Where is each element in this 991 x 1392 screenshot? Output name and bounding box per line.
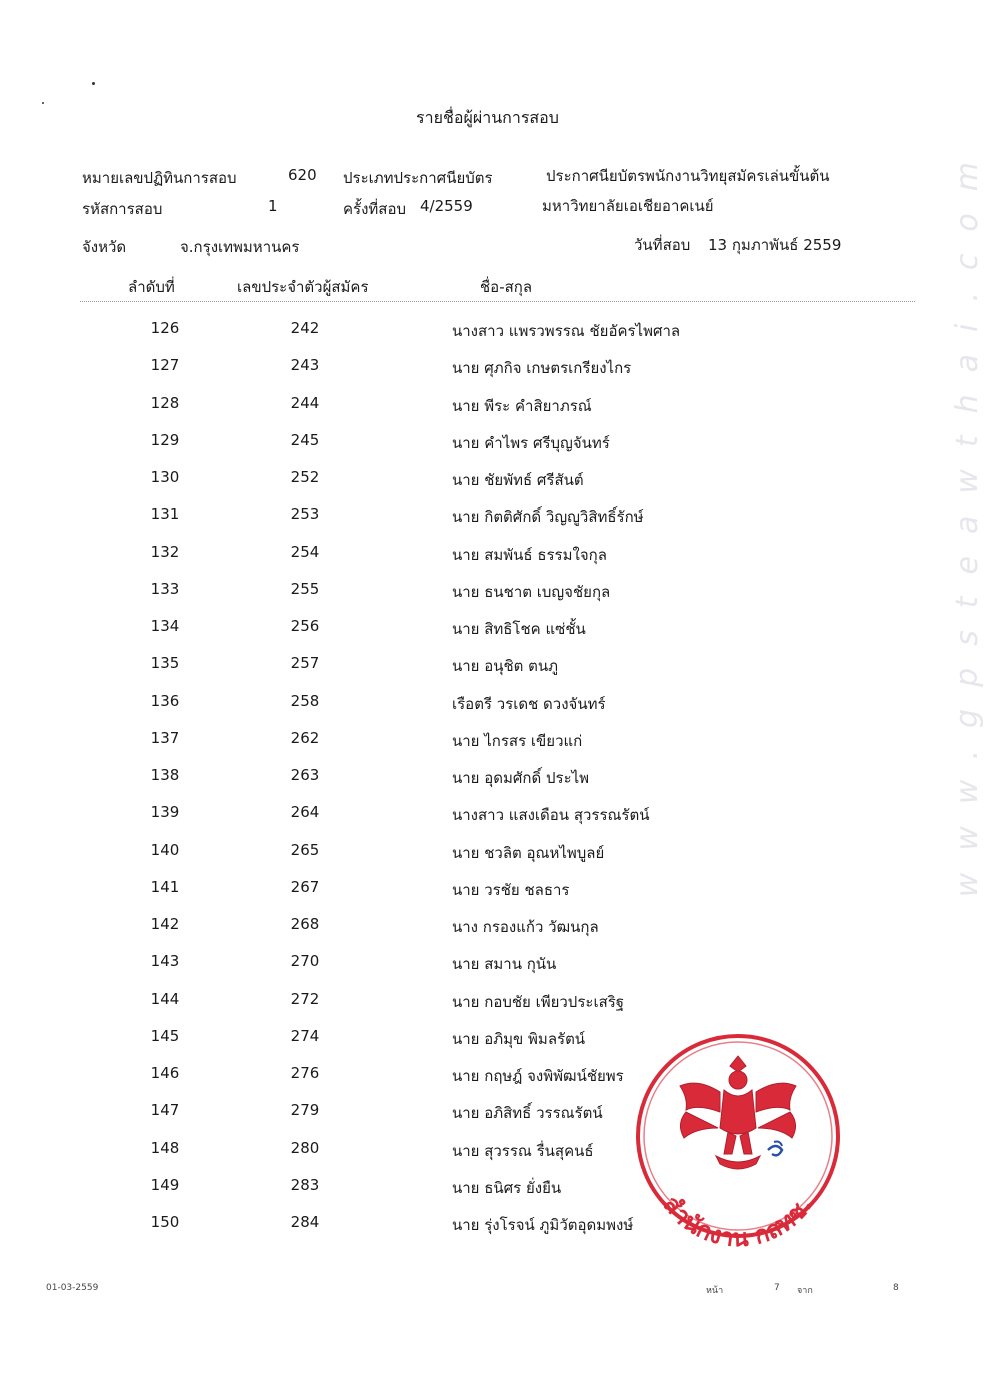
row-seq-number: 128: [150, 393, 180, 412]
row-full-name: นาย กฤษฎ์ จงพิพัฒน์ชัยพร: [452, 1067, 624, 1085]
row-full-name: นาย สมพันธ์ ธรรมใจกุล: [452, 545, 607, 564]
row-seq-number: 133: [150, 579, 180, 598]
row-applicant-id: 279: [290, 1101, 320, 1120]
row-applicant-id: 258: [290, 691, 320, 710]
row-seq-number: 129: [150, 430, 180, 449]
table-row: [0, 543, 991, 580]
row-full-name: นาย พีระ คำสิยาภรณ์: [452, 396, 592, 415]
watermark-text: www.gpsteawthai.com: [950, 140, 985, 898]
row-full-name: นาย ศุภกิจ เกษตรเกรียงไกร: [452, 359, 632, 378]
table-row: [0, 803, 991, 840]
row-applicant-id: 270: [290, 952, 320, 971]
row-seq-number: 132: [150, 542, 180, 561]
table-row: [0, 468, 991, 505]
row-seq-number: 150: [150, 1213, 180, 1231]
row-applicant-id: 265: [290, 840, 320, 859]
row-full-name: นาย อภิมุข พิมลรัตน์: [452, 1029, 586, 1048]
row-applicant-id: 272: [290, 989, 320, 1008]
row-applicant-id: 255: [290, 579, 320, 598]
row-full-name: นาย กอบชัย เพียวประเสริฐ: [452, 992, 625, 1011]
cert-name-line1: ประกาศนียบัตรพนักงานวิทยุสมัครเล่นขั้นต้น: [546, 167, 830, 185]
row-seq-number: 144: [150, 989, 180, 1008]
row-applicant-id: 254: [290, 542, 320, 561]
row-applicant-id: 267: [290, 877, 320, 896]
row-applicant-id: 284: [290, 1213, 320, 1231]
row-seq-number: 143: [150, 952, 180, 971]
session-label: ครั้งที่สอบ: [343, 200, 406, 218]
table-row: [0, 729, 991, 766]
svg-text:สำนักงาน กสทช.: [658, 1190, 819, 1252]
row-seq-number: 140: [150, 840, 180, 859]
row-applicant-id: 243: [290, 356, 320, 375]
row-full-name: นาย สมาน กุนัน: [452, 955, 557, 974]
row-full-name: นาย ธนชาต เบญจชัยกุล: [452, 582, 611, 601]
row-seq-number: 142: [150, 915, 180, 933]
row-full-name: นาย ไกรสร เขียวแก่: [452, 731, 583, 750]
row-seq-number: 127: [150, 356, 180, 375]
row-applicant-id: 244: [290, 393, 320, 412]
row-full-name: นาย วรชัย ชลธาร: [452, 880, 570, 899]
footer-date: 01-03-2559: [46, 1283, 99, 1293]
row-full-name: นาย ธนิศร ยั่งยืน: [452, 1178, 562, 1197]
table-row: [0, 617, 991, 654]
scan-speck: [92, 82, 95, 85]
row-applicant-id: 280: [290, 1138, 320, 1157]
row-applicant-id: 257: [290, 654, 320, 673]
nbtc-seal-stamp: [628, 1028, 848, 1258]
exam-date-label: วันที่สอบ: [634, 236, 691, 254]
table-row: [0, 841, 991, 878]
footer-page-total: 8: [893, 1283, 899, 1293]
row-full-name: นางสาว แสงเดือน สุวรรณรัตน์: [452, 806, 650, 825]
row-full-name: นาย คำไพร ศรีบุญจันทร์: [452, 433, 610, 452]
row-seq-number: 131: [150, 505, 180, 524]
row-full-name: นาย สิทธิโชค แซ่ชั้น: [452, 620, 586, 638]
row-full-name: เรือตรี วรเดช ดวงจันทร์: [452, 694, 606, 713]
footer-page-number: 7: [774, 1283, 780, 1293]
session-value: 4/2559: [420, 197, 473, 215]
table-row: [0, 505, 991, 542]
table-row: [0, 319, 991, 356]
seal-text: สำนักงาน กสทช.: [657, 1190, 819, 1253]
row-applicant-id: 283: [290, 1175, 320, 1194]
row-full-name: นาย อภิสิทธิ์ วรรณรัตน์: [452, 1104, 603, 1123]
row-applicant-id: 276: [290, 1064, 320, 1082]
row-seq-number: 126: [150, 319, 180, 337]
row-seq-number: 145: [150, 1026, 180, 1045]
cert-type-label: ประเภทประกาศนียบัตร: [343, 169, 493, 187]
row-full-name: นาง กรองแก้ว วัฒนกุล: [452, 918, 599, 936]
row-full-name: นาย กิตติศักดิ์ วิญญูวิสิทธิ์รักษ์: [452, 508, 644, 527]
table-row: [0, 692, 991, 729]
table-row: [0, 990, 991, 1027]
row-seq-number: 137: [150, 728, 180, 747]
row-seq-number: 138: [150, 766, 180, 784]
row-full-name: นาย อุดมศักดิ์ ประไพ: [452, 769, 590, 787]
row-seq-number: 130: [150, 468, 180, 486]
province-label: จังหวัด: [82, 238, 127, 256]
table-row: [0, 878, 991, 915]
row-applicant-id: 252: [290, 468, 320, 486]
row-applicant-id: 256: [290, 617, 320, 635]
table-row: [0, 356, 991, 393]
row-full-name: นางสาว แพรวพรรณ ชัยอัครไพศาล: [452, 322, 681, 340]
row-seq-number: 146: [150, 1064, 180, 1082]
table-row: [0, 915, 991, 952]
table-row: [0, 952, 991, 989]
exam-date-value: 13 กุมภาพันธ์ 2559: [708, 236, 842, 254]
table-row: [0, 580, 991, 617]
table-row: [0, 654, 991, 691]
exam-calendar-value: 620: [288, 166, 317, 184]
column-header-seq: ลำดับที่: [128, 278, 175, 296]
scan-speck: [42, 102, 44, 104]
row-seq-number: 135: [150, 654, 180, 673]
row-seq-number: 136: [150, 691, 180, 710]
row-full-name: นาย สุวรรณ รื่นสุคนธ์: [452, 1141, 594, 1160]
column-header-applicant-id: เลขประจำตัวผู้สมัคร: [237, 278, 369, 296]
exam-code-value: 1: [268, 197, 278, 215]
row-seq-number: 134: [150, 617, 180, 635]
table-row: [0, 431, 991, 468]
row-seq-number: 141: [150, 877, 180, 896]
row-applicant-id: 262: [290, 728, 320, 747]
row-applicant-id: 264: [290, 803, 320, 822]
exam-code-label: รหัสการสอบ: [82, 200, 163, 218]
exam-calendar-label: หมายเลขปฏิทินการสอบ: [82, 169, 237, 187]
table-row: [0, 394, 991, 431]
column-header-name: ชื่อ-สกุล: [480, 278, 533, 296]
row-applicant-id: 274: [290, 1026, 320, 1045]
row-full-name: นาย ชัยพัทธ์ ศรีสันต์: [452, 471, 584, 489]
footer-page-label: หน้า: [706, 1286, 724, 1296]
row-seq-number: 149: [150, 1175, 180, 1194]
header-divider: [80, 301, 915, 302]
row-applicant-id: 268: [290, 915, 320, 933]
row-full-name: นาย รุ่งโรจน์ ภูมิวัตอุดมพงษ์: [452, 1216, 634, 1234]
row-seq-number: 147: [150, 1101, 180, 1120]
row-full-name: นาย อนุชิต ตนภู: [452, 657, 559, 676]
footer-of-label: จาก: [797, 1286, 813, 1296]
row-applicant-id: 263: [290, 766, 320, 784]
row-seq-number: 148: [150, 1138, 180, 1157]
page-title: รายชื่อผู้ผ่านการสอบ: [416, 108, 559, 127]
row-applicant-id: 242: [290, 319, 320, 337]
table-row: [0, 766, 991, 803]
province-value: จ.กรุงเทพมหานคร: [180, 238, 300, 256]
row-full-name: นาย ชวลิต อุณหไพบูลย์: [452, 843, 605, 862]
row-applicant-id: 253: [290, 505, 320, 524]
cert-name-line2: มหาวิทยาลัยเอเชียอาคเนย์: [542, 197, 714, 215]
row-seq-number: 139: [150, 803, 180, 822]
row-applicant-id: 245: [290, 430, 320, 449]
